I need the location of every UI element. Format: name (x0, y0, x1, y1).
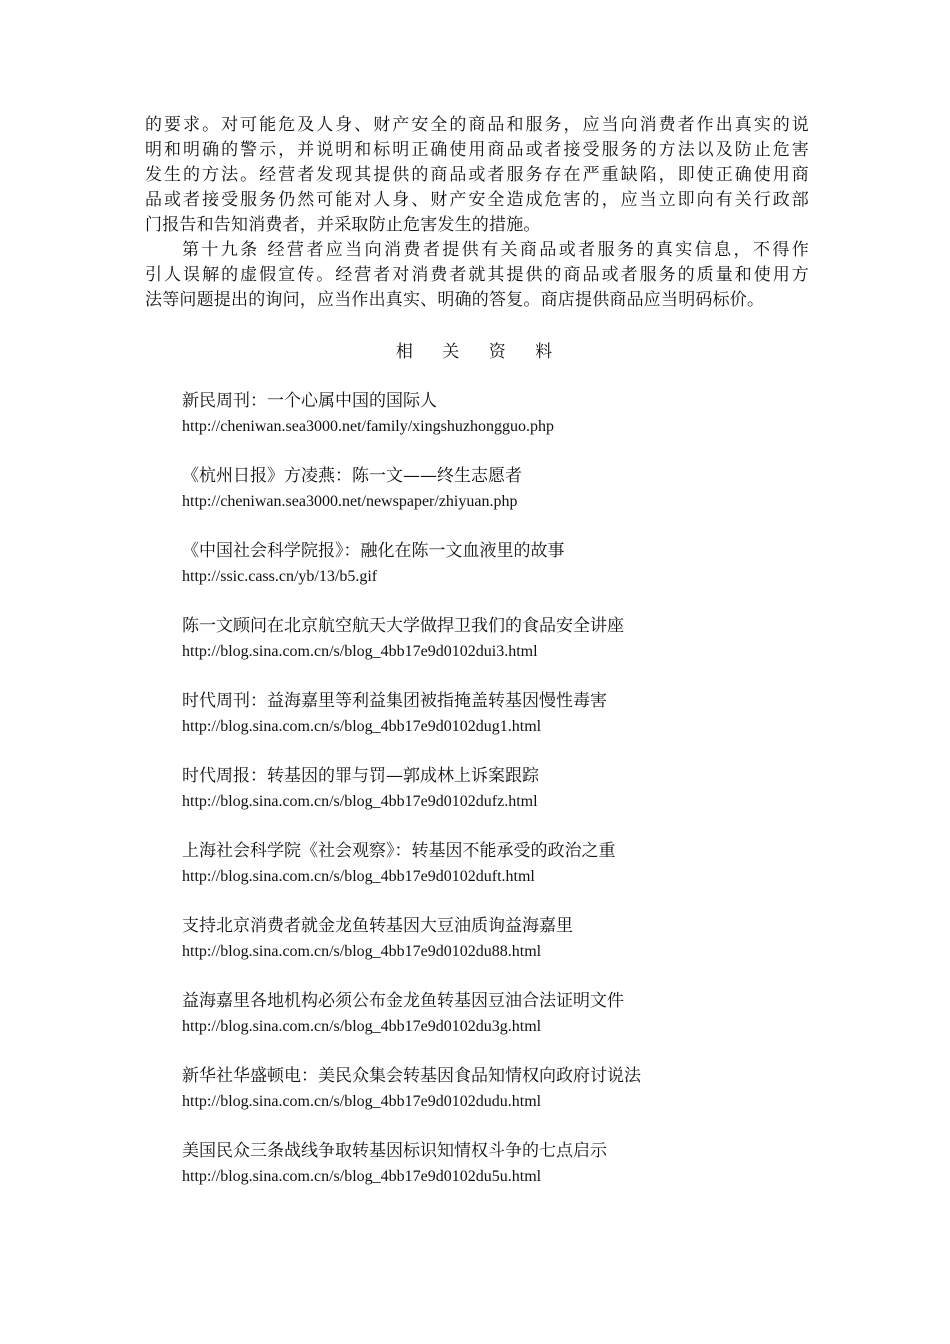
text-line: 明和明确的警示，并说明和标明正确使用商品或者接受服务的方法以及防止危害 (145, 140, 809, 160)
reference-item (182, 389, 802, 464)
reference-title: 新华社华盛顿电：美民众集会转基因食品知情权向政府讨说法 (182, 1066, 641, 1086)
reference-link[interactable]: http://blog.sina.com.cn/s/blog_4bb17e9d0102dui3.html (182, 643, 538, 660)
reference-link[interactable]: http://ssic.cass.cn/yb/13/b5.gif (182, 568, 378, 585)
reference-link[interactable]: http://blog.sina.com.cn/s/blog_4bb17e9d0102dug1.html (182, 718, 542, 735)
reference-link[interactable]: http://blog.sina.com.cn/s/blog_4bb17e9d0102du3g.html (182, 1018, 542, 1035)
text-line: 第十九条 经营者应当向消费者提供有关商品或者服务的真实信息，不得作 (182, 240, 809, 260)
reference-link[interactable]: http://cheniwan.sea3000.net/newspaper/zhiyuan.php (182, 493, 518, 510)
reference-item (182, 614, 802, 689)
reference-title: 陈一文顾问在北京航空航天大学做捍卫我们的食品安全讲座 (182, 616, 624, 636)
section-heading: 相 关 资 料 (395, 342, 565, 362)
text-line: 发生的方法。经营者发现其提供的商品或者服务存在严重缺陷，即使正确使用商 (145, 165, 809, 185)
reference-title: 支持北京消费者就金龙鱼转基因大豆油质询益海嘉里 (182, 916, 573, 936)
reference-link[interactable]: http://cheniwan.sea3000.net/family/xingshuzhongguo.php (182, 418, 554, 435)
reference-link[interactable]: http://blog.sina.com.cn/s/blog_4bb17e9d0102duft.html (182, 868, 535, 885)
text-line: 门报告和告知消费者，并采取防止危害发生的措施。 (145, 215, 541, 235)
text-line: 品或者接受服务仍然可能对人身、财产安全造成危害的，应当立即向有关行政部 (145, 190, 809, 210)
paragraph-product-safety (145, 113, 809, 238)
reference-item (182, 764, 802, 839)
reference-list (182, 389, 802, 1214)
paragraph-article-19 (145, 238, 809, 313)
reference-item (182, 989, 802, 1064)
reference-link[interactable]: http://blog.sina.com.cn/s/blog_4bb17e9d0102dufz.html (182, 793, 538, 810)
reference-title: 时代周报：转基因的罪与罚—郭成林上诉案跟踪 (182, 766, 539, 786)
reference-title: 新民周刊：一个心属中国的国际人 (182, 391, 437, 411)
text-line: 引人误解的虚假宣传。经营者对消费者就其提供的商品或者服务的质量和使用方 (145, 265, 809, 285)
reference-item (182, 914, 802, 989)
reference-title: 益海嘉里各地机构必须公布金龙鱼转基因豆油合法证明文件 (182, 991, 624, 1011)
text-line: 法等问题提出的询问，应当作出真实、明确的答复。商店提供商品应当明码标价。 (145, 290, 765, 310)
reference-item (182, 1139, 802, 1214)
reference-link[interactable]: http://blog.sina.com.cn/s/blog_4bb17e9d0102du88.html (182, 943, 542, 960)
reference-link[interactable]: http://blog.sina.com.cn/s/blog_4bb17e9d0102dudu.html (182, 1093, 542, 1110)
reference-item (182, 839, 802, 914)
reference-title: 美国民众三条战线争取转基因标识知情权斗争的七点启示 (182, 1141, 607, 1161)
reference-item (182, 689, 802, 764)
reference-item (182, 1064, 802, 1139)
reference-link[interactable]: http://blog.sina.com.cn/s/blog_4bb17e9d0102du5u.html (182, 1168, 542, 1185)
reference-title: 上海社会科学院《社会观察》：转基因不能承受的政治之重 (182, 841, 616, 861)
body-text (145, 113, 809, 313)
reference-item (182, 539, 802, 614)
reference-title: 《杭州日报》方凌燕：陈一文——终生志愿者 (182, 466, 522, 486)
text-line: 的要求。对可能危及人身、财产安全的商品和服务，应当向消费者作出真实的说 (145, 115, 809, 135)
reference-item (182, 464, 802, 539)
reference-title: 时代周刊：益海嘉里等利益集团被指掩盖转基因慢性毒害 (182, 691, 607, 711)
reference-title: 《中国社会科学院报》：融化在陈一文血液里的故事 (182, 541, 565, 561)
